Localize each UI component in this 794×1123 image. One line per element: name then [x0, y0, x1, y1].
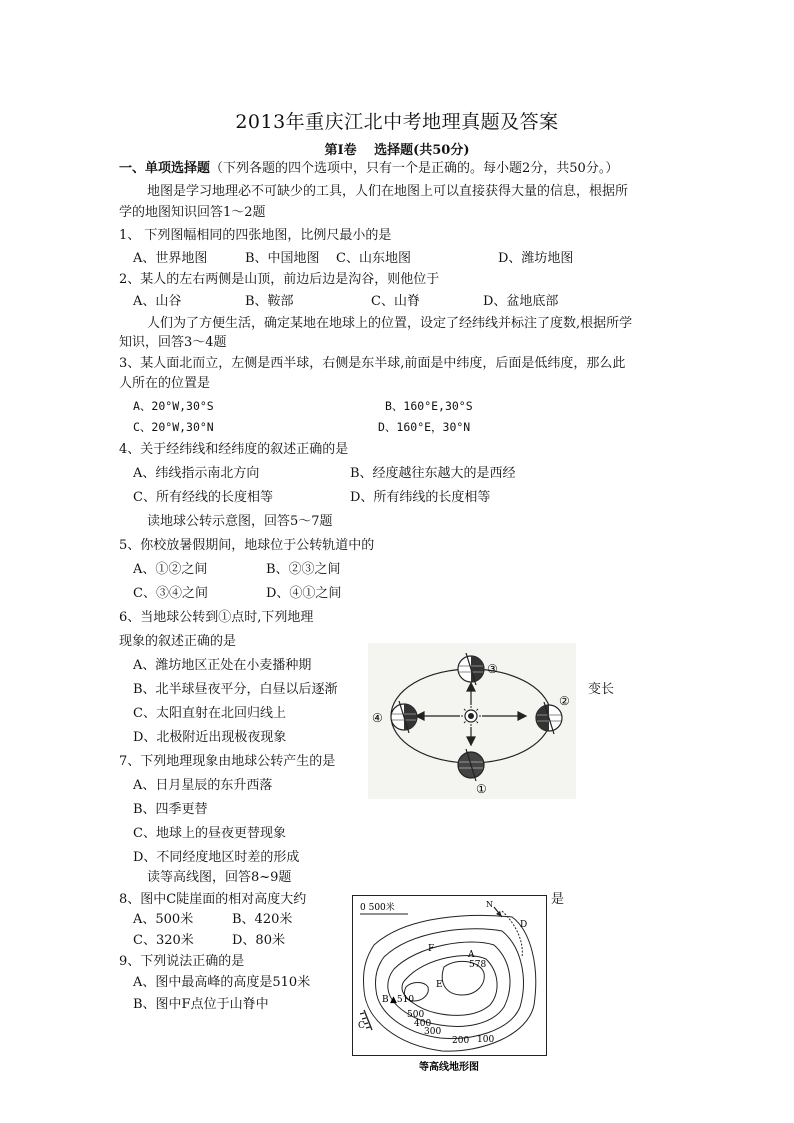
- part1-heading: 一、单项选择题: [119, 161, 211, 176]
- q5-option-b: B、②③之间: [266, 562, 341, 577]
- peak-a-elevation: 578: [469, 960, 487, 970]
- q3-stem-line1: 3、某人面北而立，左侧是西半球，右侧是东半球,前面是中纬度，后面是低纬度，那么此: [119, 356, 626, 371]
- q8-stem-tail: 是: [551, 892, 565, 907]
- q3-option-b: B、160°E,30°S: [385, 399, 473, 413]
- contour-label-400: 400: [414, 1019, 432, 1029]
- q5-option-d: D、④①之间: [266, 586, 342, 601]
- intro2-line1: 人们为了方便生活，确定某地在地球上的位置，设定了经纬线并标注了度数,根据所学: [147, 316, 633, 331]
- point-label-f: F: [428, 944, 435, 954]
- q1-option-a: A、世界地图: [133, 251, 208, 266]
- intro4: 读等高线图，回答8~9题: [147, 870, 292, 885]
- q7-option-a: A、日月星辰的东升西落: [133, 778, 273, 793]
- q8-option-b: B、420米: [232, 912, 293, 927]
- q3-option-c: C、20°W,30°N: [133, 420, 214, 434]
- q4-option-d: D、所有纬线的长度相等: [350, 490, 491, 505]
- orbit-label-4: ④: [372, 711, 383, 725]
- q5-stem: 5、你校放暑假期间，地球位于公转轨道中的: [119, 538, 375, 553]
- q2-option-c: C、山脊: [371, 294, 420, 309]
- q2-option-a: A、山谷: [133, 294, 182, 309]
- peak-b-elevation: ▲510: [390, 995, 415, 1005]
- point-label-b: B: [382, 995, 389, 1005]
- part1-line: [119, 160, 618, 178]
- q1-option-c: C、山东地图: [336, 251, 411, 266]
- part1-note: （下列各题的四个选项中，只有一个是正确的。每小题2分，共50分。）: [210, 161, 619, 176]
- contour-label-300: 300: [424, 1027, 442, 1037]
- contour-label-100: 100: [477, 1035, 495, 1045]
- orbit-label-1: ①: [476, 782, 487, 796]
- point-label-d: D: [520, 920, 528, 930]
- contour-label-500: 500: [407, 1010, 425, 1020]
- q9-option-b: B、图中F点位于山脊中: [133, 997, 269, 1012]
- q4-option-a: A、纬线指示南北方向: [133, 466, 260, 481]
- orbit-label-2: ②: [559, 694, 570, 708]
- q6-option-a: A、潍坊地区正处在小麦播种期: [133, 658, 312, 673]
- document-title: 2013年重庆江北中考地理真题及答案: [235, 111, 559, 133]
- q1-option-d: D、潍坊地图: [498, 251, 574, 266]
- q8-option-c: C、320米: [133, 933, 194, 948]
- q9-option-a: A、图中最高峰的高度是510米: [133, 975, 311, 990]
- intro3: 读地球公转示意图，回答5～7题: [147, 514, 333, 529]
- point-label-e: E: [436, 980, 443, 990]
- q7-stem: 7、下列地理现象由地球公转产生的是: [119, 754, 336, 769]
- q3-option-d: D、160°E，30°N: [378, 420, 471, 434]
- q1-option-b: B、中国地图: [245, 251, 320, 266]
- intro2-line2: 知识，回答3～4题: [119, 335, 227, 350]
- point-label-c: C: [358, 1021, 365, 1031]
- q6-stem-line2: 现象的叙述正确的是: [119, 634, 237, 649]
- orbit-label-3: ③: [487, 662, 498, 676]
- q2-option-d: D、盆地底部: [483, 294, 559, 309]
- q7-option-d: D、不同经度地区时差的形成: [133, 850, 300, 865]
- q4-option-c: C、所有经线的长度相等: [133, 490, 273, 505]
- q4-option-b: B、经度越往东越大的是西经: [350, 466, 516, 481]
- contour-label-200: 200: [452, 1036, 470, 1046]
- contour-map-figure: [352, 895, 547, 1075]
- q5-option-a: A、①②之间: [133, 562, 208, 577]
- contour-figure-caption: 等高线地形图: [419, 1062, 479, 1073]
- q5-option-c: C、③④之间: [133, 586, 208, 601]
- contour-map-frame: [353, 896, 547, 1056]
- q2-option-b: B、鞍部: [245, 294, 294, 309]
- point-label-a: A: [468, 950, 475, 960]
- q7-option-c: C、地球上的昼夜更替现象: [133, 826, 286, 841]
- q8-option-d: D、80米: [232, 933, 285, 948]
- point-label-n: N: [486, 900, 493, 909]
- q7-option-b: B、四季更替: [133, 802, 208, 817]
- q9-stem: 9、下列说法正确的是: [119, 954, 245, 969]
- section-heading: 第Ⅰ卷 选择题(共50分): [324, 143, 470, 158]
- q6-option-b-tail: 变长: [588, 682, 615, 697]
- q8-option-a: A、500米: [133, 912, 194, 927]
- intro1-line1: 地图是学习地理必不可缺少的工具，人们在地图上可以直接获得大量的信息，根据所: [147, 184, 629, 199]
- q6-stem-line1: 6、当地球公转到①点时,下列地理: [119, 610, 314, 625]
- earth-orbit-figure: [368, 643, 576, 799]
- q6-option-b: B、北半球昼夜平分，白昼以后逐渐: [133, 682, 338, 697]
- q3-stem-line2: 人所在的位置是: [119, 376, 211, 391]
- q3-option-a: A、20°W,30°S: [133, 399, 214, 413]
- q8-stem: 8、图中C陡崖面的相对高度大约: [119, 892, 307, 907]
- scale-label: 0 500米: [360, 903, 395, 913]
- intro1-line2: 学的地图知识回答1～2题: [119, 205, 266, 220]
- q4-stem: 4、关于经纬线和经纬度的叙述正确的是: [119, 442, 349, 457]
- q6-option-d: D、北极附近出现极夜现象: [133, 730, 287, 745]
- q1-stem: 1、 下列图幅相同的四张地图，比例尺最小的是: [119, 228, 392, 243]
- q6-option-c: C、太阳直射在北回归线上: [133, 706, 286, 721]
- q2-stem: 2、某人的左右两侧是山顶，前边后边是沟谷，则他位于: [119, 272, 440, 287]
